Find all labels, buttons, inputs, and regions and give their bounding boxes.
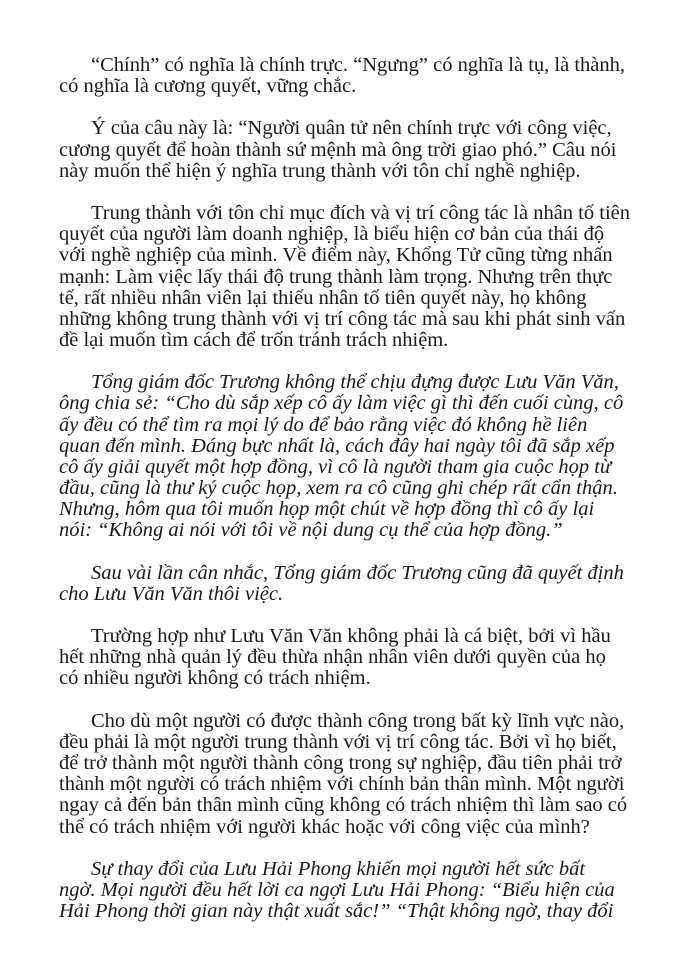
text-line: để trở thành một người thành công trong sự nghiệp, đầu tiên phải trở [59, 752, 622, 775]
text-line: những không trung thành với vị trí công tác mà sau khi phát sinh vấn [59, 307, 626, 330]
text-line: Nhưng, hôm qua tôi muốn họp một chút về hợp đồng thì cô ấy lại [59, 498, 595, 521]
text-line: ngay cả đến bản thân mình cũng không có trách nhiệm thì làm sao có [59, 794, 628, 817]
paragraph-8-quote [59, 859, 639, 922]
text-line: ông chia sẻ: “Cho dù sắp xếp cô ấy làm việc gì thì đến cuối cùng, cô [59, 392, 624, 415]
text-line: quan đến mình. Đáng bực nhất là, cách đây hai ngày tôi đã sắp xếp [59, 434, 615, 457]
text-line: đầu, cũng là thư ký cuộc họp, xem ra cô cũng ghi chép rất cẩn thận. [59, 477, 618, 500]
text-line: cho Lưu Văn Văn thôi việc. [59, 582, 284, 605]
text-line: quyết của người làm doanh nghiệp, là biểu hiện cơ bản của thái độ [59, 223, 605, 246]
text-line: có nghĩa là cương quyết, vững chắc. [59, 75, 357, 98]
text-line: với nghề nghiệp của mình. Về điểm này, Khổng Tử cũng từng nhấn [59, 244, 613, 267]
paragraph-1 [59, 55, 639, 97]
text-line: thành một người có trách nhiệm với chính bản thân mình. Một người [59, 773, 625, 796]
text-line: cô ấy giải quyết một hợp đồng, vì cô là người tham gia cuộc họp từ [59, 455, 612, 478]
text-line: Sau vài lần cân nhắc, Tổng giám đốc Trương cũng đã quyết định [91, 561, 624, 584]
text-line: Sự thay đổi của Lưu Hải Phong khiến mọi người hết sức bất [91, 857, 586, 880]
text-line: mạnh: Làm việc lấy thái độ trung thành làm trọng. Nhưng trên thực [59, 265, 613, 288]
paragraph-3 [59, 203, 639, 351]
text-line: hết những nhà quản lý đều thừa nhận nhân viên dưới quyền của họ [59, 646, 606, 669]
text-line: “Chính” có nghĩa là chính trực. “Ngưng” có nghĩa là tụ, là thành, [91, 54, 625, 76]
paragraph-5-quote [59, 563, 639, 605]
text-line: ngờ. Mọi người đều hết lời ca ngợi Lưu Hải Phong: “Biểu hiện của [59, 878, 615, 901]
text-line: thể có trách nhiệm với người khác hoặc với công việc của mình? [59, 815, 590, 838]
text-line: Ý của câu này là: “Người quân tử nên chính trực với công việc, [91, 117, 612, 140]
paragraph-4-quote [59, 372, 639, 541]
text-line: Hải Phong thời gian này thật xuất sắc!” “Thật không ngờ, thay đổi [59, 900, 614, 923]
text-line: Tổng giám đốc Trương không thể chịu đựng được Lưu Văn Văn, [91, 371, 619, 394]
paragraph-2 [59, 118, 639, 181]
text-line: này muốn thể hiện ý nghĩa trung thành với tôn chỉ nghề nghiệp. [59, 159, 581, 182]
text-line: đề lại muốn tìm cách để trốn tránh trách nhiệm. [59, 329, 449, 351]
paragraph-6 [59, 626, 639, 689]
document-page [59, 55, 639, 943]
text-line: có nhiều người không có trách nhiệm. [59, 667, 371, 690]
text-line: Trường hợp như Lưu Văn Văn không phải là cá biệt, bởi vì hầu [91, 625, 611, 648]
text-line: nói: “Không ai nói với tôi về nội dung cụ thể của hợp đồng.” [59, 519, 563, 542]
text-line: đều phải là một người trung thành với vị trí công tác. Bởi vì họ biết, [59, 730, 617, 753]
text-line: ấy đều có thể tìm ra mọi lý do để bảo rằng việc đó không hề liên [59, 413, 588, 436]
text-line: Cho dù một người có được thành công trong bất kỳ lĩnh vực nào, [91, 709, 625, 732]
text-line: tế, rất nhiều nhân viên lại thiếu nhân tố tiên quyết này, họ không [59, 286, 587, 309]
text-line: Trung thành với tôn chỉ mục đích và vị trí công tác là nhân tố tiên [91, 202, 630, 225]
paragraph-7 [59, 711, 639, 838]
text-line: cương quyết để hoàn thành sứ mệnh mà ông trời giao phó.” Câu nói [59, 138, 617, 161]
